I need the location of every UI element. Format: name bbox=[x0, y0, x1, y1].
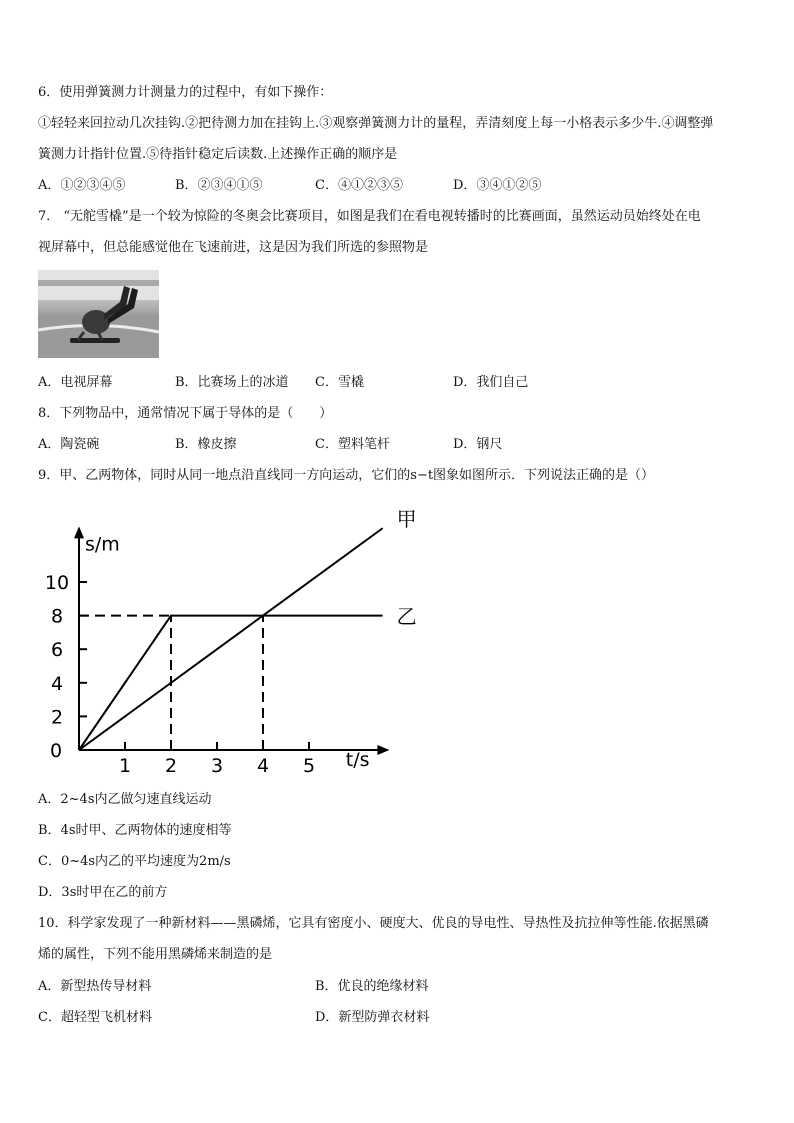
q8-stem: 8．下列物品中，通常情况下属于导体的是（ ） bbox=[38, 406, 333, 421]
s-t-graph bbox=[30, 500, 450, 785]
series-label-1: 甲 bbox=[396, 507, 417, 532]
origin-label: 0 bbox=[50, 740, 63, 762]
q8-option-c: C．塑料笔杆 bbox=[315, 437, 390, 452]
q8-option-a: A．陶瓷碗 bbox=[38, 437, 100, 452]
y-tick-label: 8 bbox=[50, 605, 64, 628]
q6-option-c: C．④①②③⑤ bbox=[315, 178, 403, 193]
q7-option-b: B．比赛场上的冰道 bbox=[175, 375, 289, 390]
x-axis-label: t/s bbox=[345, 749, 370, 771]
q6-stem-line3: 簧测力计指针位置.⑤待指针稳定后读数.上述操作正确的顺序是 bbox=[38, 147, 398, 162]
q9-stem: 9．甲、乙两物体，同时从同一地点沿直线同一方向运动，它们的s−t图象如图所示．下列说法正确的是（） bbox=[38, 468, 655, 483]
series-line-1 bbox=[79, 528, 383, 750]
q10-option-a: A．新型热传导材料 bbox=[38, 979, 152, 994]
y-tick-label: 6 bbox=[50, 639, 64, 662]
q7-stem-line2: 视屏幕中，但总能感觉他在飞速前进，这是因为我们所选的参照物是 bbox=[38, 240, 429, 255]
q10-option-d: D．新型防弹衣材料 bbox=[315, 1010, 430, 1025]
q10-option-c: C．超轻型飞机材料 bbox=[38, 1010, 152, 1025]
skeleton-race-photo bbox=[38, 270, 159, 358]
y-tick-label: 4 bbox=[50, 672, 64, 695]
x-axis-arrow bbox=[377, 745, 389, 755]
q6-stem-line2: ①轻轻来回拉动几次挂钩.②把待测力加在挂钩上.③观察弹簧测力计的量程，弄清刻度上每一小格表示多少牛.④调整弹 bbox=[38, 116, 714, 131]
q9-option-c: C．0~4s内乙的平均速度为2m/s bbox=[38, 854, 231, 869]
q6-option-a: A．①②③④⑤ bbox=[38, 178, 126, 193]
q7-option-c: C．雪橇 bbox=[315, 375, 364, 390]
q8-option-b: B．橡皮擦 bbox=[175, 437, 237, 452]
q7-option-a: A．电视屏幕 bbox=[38, 375, 113, 390]
x-tick-label: 3 bbox=[211, 755, 224, 777]
q10-stem-line2: 烯的属性，下列不能用黑磷烯来制造的是 bbox=[38, 947, 273, 962]
series-label-2: 乙 bbox=[396, 604, 417, 629]
q10-stem: 10．科学家发现了一种新材料——黑磷烯，它具有密度小、硬度大、优良的导电性、导热性及抗拉伸等性能.依据黑磷 bbox=[38, 916, 709, 931]
x-tick-label: 1 bbox=[119, 755, 132, 777]
y-axis-label: s/m bbox=[85, 533, 120, 556]
q9-option-a: A．2~4s内乙做匀速直线运动 bbox=[38, 792, 212, 807]
q7-option-d: D．我们自己 bbox=[453, 375, 529, 390]
q8-option-d: D．钢尺 bbox=[453, 437, 503, 452]
y-tick-label: 10 bbox=[44, 572, 70, 594]
x-tick-label: 4 bbox=[257, 755, 270, 777]
q6-option-b: B．②③④①⑤ bbox=[175, 178, 263, 193]
q6-option-d: D．③④①②⑤ bbox=[453, 178, 542, 193]
y-tick-label: 2 bbox=[50, 706, 64, 729]
q10-option-b: B．优良的绝缘材料 bbox=[315, 979, 429, 994]
y-axis-arrow bbox=[74, 526, 84, 538]
q9-option-b: B．4s时甲、乙两物体的速度相等 bbox=[38, 823, 232, 838]
series-line-2 bbox=[79, 616, 383, 750]
q7-stem: 7． “无舵雪橇”是一个较为惊险的冬奥会比赛项目，如图是我们在看电视转播时的比赛画面，虽然运动员始终处在电 bbox=[38, 209, 701, 224]
x-tick-label: 2 bbox=[165, 755, 178, 777]
x-tick-label: 5 bbox=[303, 755, 316, 777]
q6-stem: 6．使用弹簧测力计测量力的过程中，有如下操作： bbox=[38, 85, 333, 100]
q9-option-d: D．3s时甲在乙的前方 bbox=[38, 885, 168, 900]
